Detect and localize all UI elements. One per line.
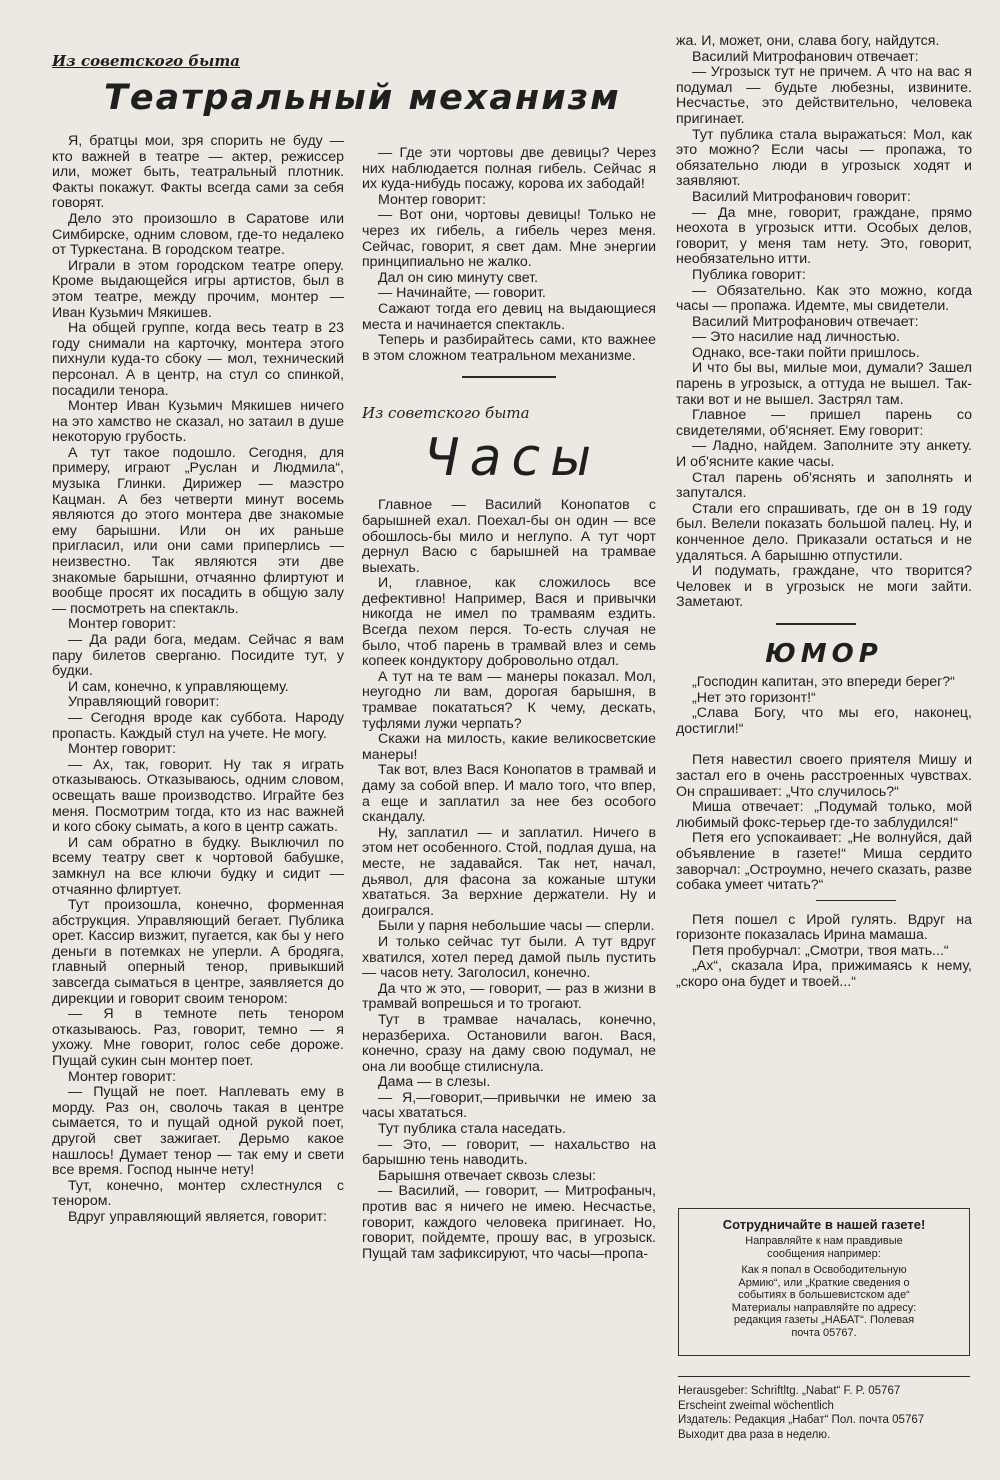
divider [678, 1376, 970, 1377]
paragraph: — Сегодня вроде как суббота. Народу пропасть. Каждый стул на учете. Не могу. [52, 709, 344, 742]
imprint-line: Herausgeber: Schriftltg. „Nabat“ F. P. 05767 [678, 1385, 901, 1397]
paragraph: Тут в трамвае началась, конечно, неразбериха. Остановили вагон. Вася, конечно, сразу на даму свою подумал, не она ли вообще стилиснула. [362, 1011, 656, 1075]
contribute-line: Направляйте к нам правдивые [745, 1235, 903, 1247]
paragraph: Да что ж это, — говорит, — раз в жизни в трамвай вопрешься и то трогают. [362, 980, 656, 1013]
paragraph: И, главное, как сложилось все дефективно! Например, Вася и привычки никогда не имел по трамваям ездить. Всегда пехом перся. То-есть случая не было, чтоб парень в трамвай влез и семь копеек кондуктору добровольно отдал. [362, 575, 656, 670]
paragraph: — Василий, — говорит, — Митрофаныч, против вас я ничего не имею. Несчастье, говорит, каждого человека пригинает. Но, говорит, пойдемте, прошу вас, в угрозыск. Пущай там зафиксируют, что часы—пропа- [362, 1183, 656, 1262]
paragraph: Дело это произошло в Саратове или Симбирске, одним словом, где-то недалеко от Туркестана. В городском театре. [52, 210, 344, 259]
contribute-line: редакция газеты „НАБАТ“. Полевая [733, 1314, 915, 1326]
paragraph: — Ах, так, говорит. Ну так я играть отказываюсь. Отказываюсь, одним словом, освещать ваше производство. Играйте без меня. Посмотрим тогда, кто из нас важней и кого сбоку сымать, а кого в центр сажать. [52, 756, 344, 836]
paragraph: Миша отвечает: „Подумай только, мой любимый фокс-терьер где-то заблудился!“ [676, 799, 972, 831]
paragraph: — Пущай не поет. Наплевать ему в морду. Раз он, сволочь такая в центре сымается, то и пущай одной рукой поет, другой свет зажигает. Дерьмо какое нашлось! Думает тенор — так ему и свети все время. Господ нынче нету! [52, 1084, 344, 1179]
column-2 [362, 146, 656, 1262]
paragraph: — Это, — говорит, — нахальство на барышню тень наводить. [362, 1136, 656, 1169]
paragraph: Публика говорит: [692, 266, 806, 283]
paragraph: — Да мне, говорит, граждане, прямо неохота в угрозыск итти. Особых делов, говорит, у меня там нету. Это, говорит, необязательно итти. [676, 204, 972, 268]
paragraph: — Я в темноте петь тенором отказываюсь. Раз, говорит, темно — я ухожу. Мне говорит, голос себе дороже. Пущай сукин сын монтер поет. [52, 1006, 344, 1070]
paragraph: — Где эти чортовы две девицы? Через них наблюдается полная гибель. Сейчас я их куда-нибудь посажу, корова их забодай! [362, 145, 656, 193]
paragraph: „Слава Богу, что мы его, наконец, достигли!“ [676, 705, 972, 737]
paragraph: Главное — Василий Конопатов с барышней ехал. Поехал-бы он один — все обошлось-бы мило и неглупо. А тут чорт дернул Васю с барышней на трамвае выехать. [362, 497, 656, 576]
paragraph: Петя пошел с Ирой гулять. Вдруг на горизонте показалась Ирина мамаша. [676, 911, 972, 944]
paragraph: Главное — пришел парень со свидетелями, об'ясняет. Ему говорит: [676, 407, 972, 439]
paragraph: — Ладно, найдем. Заполните эту анкету. И об'ясните какие часы. [676, 438, 972, 471]
divider [776, 623, 856, 625]
paragraph: — Начинайте, — говорит. [378, 285, 546, 302]
article-1-continuation [362, 146, 656, 364]
contribute-box [678, 1208, 970, 1356]
article-2-rubric: Из советского быта [362, 404, 530, 423]
article-1-body [52, 134, 344, 1226]
contribute-line: событиях в большевистском аде“ [738, 1289, 910, 1301]
paragraph: И подумать, граждане, что творится? Человек и в угрозыск не моги зайти. Заметают. [676, 563, 972, 611]
divider [816, 900, 896, 901]
paragraph: И только сейчас тут были. А тут вдруг хватился, хотел перед дамой пыль пустить — часов нету. Заголосил, конечно. [362, 933, 656, 982]
paragraph: Монтер говорит: [68, 741, 177, 758]
paragraph: Однако, все-таки пойти пришлось. [692, 344, 920, 361]
paragraph: А тут на те вам — манеры показал. Мол, неугодно ли вам, дорогая барышня, в трамвае покататься? К чему, дескать, туфлями лужи черпать? [362, 668, 656, 732]
paragraph: жа. И, может, они, слава богу, найдутся. [676, 33, 940, 49]
paragraph: Монтер Иван Кузьмич Мякишев ничего на это хамство не сказал, но затаил в душе некоторую грубость. [52, 398, 344, 446]
contribute-heading: Сотрудничайте в нашей газете! [722, 1217, 926, 1232]
imprint-line: Выходит два раза в неделю. [678, 1428, 831, 1441]
paragraph: Тут, конечно, монтер схлестнулся с тенором. [52, 1177, 344, 1210]
paragraph: Вдруг управляющий является, говорит: [68, 1208, 327, 1225]
paragraph: Сажают тогда его девиц на выдающиеся места и начинается спектакль. [362, 300, 656, 333]
paragraph: А тут такое подошло. Сегодня, для примеру, играют „Руслан и Людмила“, музыка Глинки. Дирижер — маэстро Кацман. А без четверти минут восемь являются до этого монтера две знакомые ему барышни. Или он их раньше пригласил, или они сами приперлись — неизвестно. Так являются эти две знакомые барышни, отчаянно флиртуют и вообще просят их посадить в общую залу — посмотреть на спектакль. [52, 444, 344, 617]
paragraph: И сам обратно в будку. Выключил по всему театру свет к чортовой бабушке, замкнул на все ключи будку и сидит — отчаянно флиртует. [52, 834, 344, 898]
paragraph: Управляющий говорит: [68, 694, 220, 711]
contribute-line: Материалы направляйте по адресу: [731, 1301, 917, 1314]
paragraph: Тут публика стала наседать. [378, 1121, 566, 1138]
paragraph: Василий Митрофанович отвечает: [692, 313, 919, 330]
column-3 [676, 34, 972, 991]
paragraph: Барышня отвечает сквозь слезы: [378, 1167, 596, 1184]
paragraph: Монтер говорит: [68, 616, 177, 633]
contribute-line: Армию“, или „Краткие сведения о [738, 1276, 910, 1289]
paragraph: — Угрозыск тут не причем. А что на вас я подумал — будьте любезны, извините. Несчастье, это действительно, человека пригинает. [676, 64, 972, 127]
paragraph: Петя навестил своего приятеля Мишу и застал его в очень расстроенных чувствах. Он спрашивает: „Что случилось?“ [676, 752, 972, 800]
paragraph: Дал он сию минуту свет. [378, 269, 539, 286]
contribute-line: сообщения например: [767, 1247, 881, 1260]
paragraph: На общей группе, когда весь театр в 23 году снимали на карточку, монтера этого пихнули куда-то сбоку — мол, технический персонал. А в центр, на стул со спинкой, посадили тенора. [52, 320, 344, 399]
paragraph: Монтер говорит: [68, 1068, 177, 1085]
paragraph: — Это насилие над личностью. [692, 329, 901, 346]
article-2-continuation [676, 34, 972, 611]
contribute-line: Как я попал в Освободительную [741, 1264, 907, 1276]
paragraph: „Ах“, сказала Ира, прижимаясь к нему, „скоро она будет и твоей...“ [676, 958, 972, 991]
paragraph: „Нет это горизонт!“ [692, 689, 816, 706]
imprint-line: Erscheint zweimal wöchentlich [678, 1399, 834, 1412]
paragraph: Теперь и разбирайтесь сами, кто важнее в этом сложном театральном механизме. [362, 332, 656, 364]
paragraph: Василий Митрофанович отвечает: [692, 48, 919, 65]
imprint-line: Издатель: Редакция „Набат“ Пол. почта 05767 [678, 1414, 925, 1426]
paragraph: Были у парня небольшие часы — сперли. [378, 918, 655, 935]
paragraph: — Да ради бога, медам. Сейчас я вам пару билетов сверганю. Посидите тут, у будки. [52, 632, 344, 680]
paragraph: Василий Митрофанович говорит: [692, 188, 911, 205]
paragraph: — Обязательно. Как это можно, когда часы — пропажа. Идемте, мы свидетели. [676, 282, 972, 315]
paragraph: Стали его спрашивать, где он в 19 году был. Велели показать большой палец. Ну, и конченное дело. Приказали остаться и не удаляться. А барышню отпустили. [676, 500, 972, 564]
paragraph: Играли в этом городском театре оперу. Кроме выдающейся игры артистов, был в этом театре, между прочим, монтер — Иван Кузьмич Мякишев. [52, 257, 344, 321]
article-1-title: Театральный механизм [104, 78, 621, 118]
article-2-body [362, 498, 656, 1262]
paragraph: Монтер говорит: [378, 191, 487, 208]
paragraph: И что бы вы, милые мои, думали? Зашел парень в угрозыск, а оттуда не вышел. Так-таки вот и не вышел. Застрял там. [676, 360, 972, 408]
paragraph: Я, братцы мои, зря спорить не буду — кто важней в театре — актер, режиссер или, может быть, театральный плотник. Факты покажут. Факты всегда сами за себя говорят. [52, 133, 344, 212]
paragraph: И сам, конечно, к управляющему. [68, 678, 289, 695]
paragraph: — Вот они, чортовы девицы! Только не через их гибель, а гибель через меня. Сейчас, говорит, я свет дам. Мне энергии принципиально не жалко. [362, 207, 656, 271]
paragraph: Петя его успокаивает: „Не волнуйся, дай объявление в газете!“ Миша сердито заворчал: „Остроумно, нечего сказать, разве собака умеет читать?“ [676, 830, 972, 894]
humor-body [676, 675, 972, 991]
paragraph: Так вот, влез Вася Конопатов в трамвай и даму за собой впер. И мало того, что впер, а еще и заплатил за нее без особого скандалу. [362, 762, 656, 826]
article-2-title: Часы [424, 428, 602, 489]
paragraph: Ну, заплатил — и заплатил. Ничего в этом нет особенного. Стой, подлая душа, на месте, не задавайся. Так нет, начал, дьявол, для фасона за кожаные штуки хвататься. За верхние держатели. Ну и доигрался. [362, 824, 656, 919]
humor-title: ЮМОР [765, 638, 883, 669]
paragraph: Тут публика стала выражаться: Мол, как это можно? Если часы — пропажа, то обязательно люди в угрозыск ходят и заявляют. [676, 126, 972, 190]
contribute-line: почта 05767. [791, 1326, 857, 1339]
divider [462, 376, 556, 378]
paragraph: „Господин капитан, это впереди берег?“ [692, 673, 955, 690]
paragraph: Скажи на милость, какие великосветские манеры! [362, 731, 656, 763]
paragraph: Тут произошла, конечно, форменная абструкция. Управляющий бегает. Публика орет. Кассир визжит, пугается, как бы у него деньги в потемках не уперли. А бродяга, главный оперный тенор, привыкший завсегда сыматься в центре, заявляется до дирекции и говорит своим тенором: [52, 897, 344, 1007]
paragraph: Дама — в слезы. [378, 1074, 491, 1091]
article-1-rubric: Из советского быта [52, 52, 241, 70]
paragraph: Стал парень об'яснять и заполнять и запутался. [676, 469, 972, 502]
paragraph: — Я,—говорит,—привычки не имею за часы хвататься. [362, 1089, 656, 1122]
paragraph: Петя пробурчал: „Смотри, твоя мать...“ [692, 942, 949, 959]
imprint [678, 1384, 978, 1442]
